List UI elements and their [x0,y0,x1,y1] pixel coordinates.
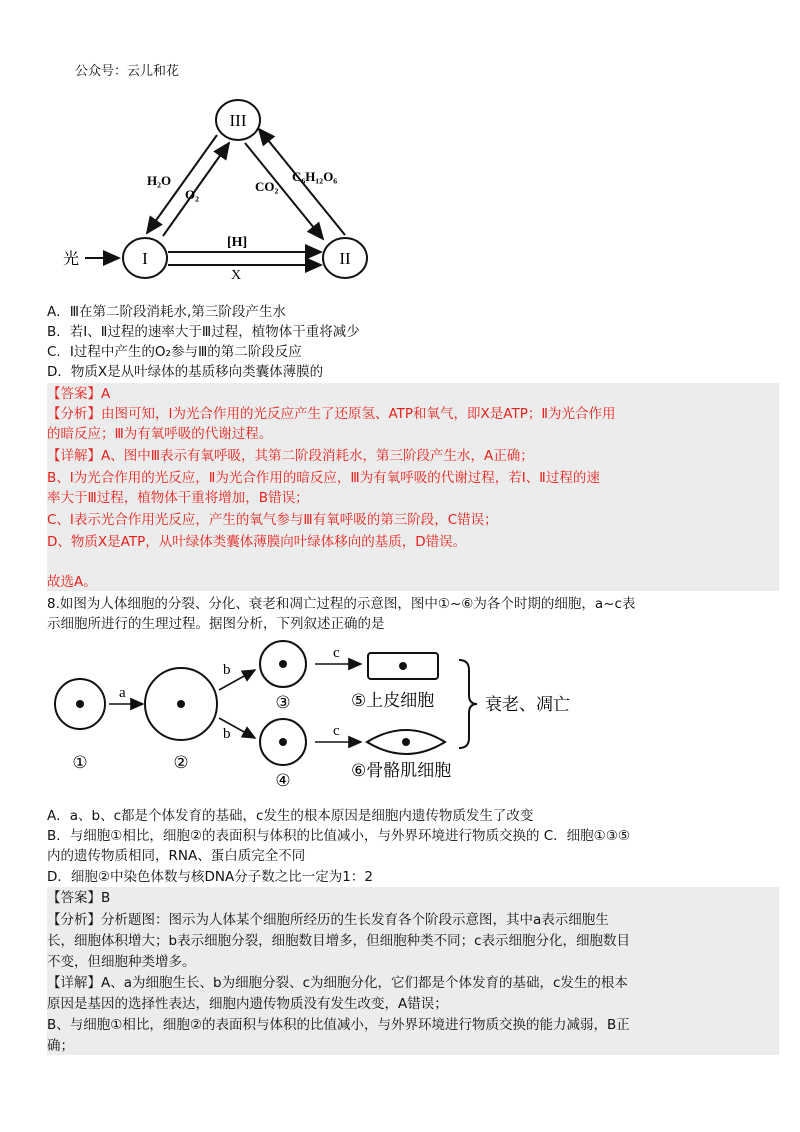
watermark-text: 公众号：云儿和花 [75,64,180,79]
label-c-up: c [333,645,340,661]
label-light: 光 [63,249,80,268]
cell-6-nucleus [402,738,410,746]
q8-option-a: A．a、b、c都是个体发育的基础，c发生的根本原因是细胞内遗传物质发生了改变 [47,808,534,824]
label-b-up: b [223,662,231,678]
q8-detail-line-1: 【详解】A、a为细胞生长、b为细胞分裂、c为细胞分化，它们都是个体发育的基础，c发生的根本 [47,975,628,991]
q8-stem-line-2: 示细胞所进行的生理过程。据图分析，下列叙述正确的是 [47,616,385,632]
q7-option-c: C．Ⅰ过程中产生的O₂参与Ⅲ的第二阶段反应 [47,344,302,360]
fate-label: 衰老、凋亡 [485,695,570,715]
q8-analysis-line-1: 【分析】分析题图：图示为人体某个细胞所经历的生长发育各个阶段示意图，其中a表示细胞生 [47,912,609,928]
q7-detail-line-1: 【详解】A、图中Ⅲ表示有氧呼吸，其第二阶段消耗水，第三阶段产生水，A正确； [47,448,534,464]
node-II-label: II [339,249,351,268]
cell-5-label: ⑤上皮细胞 [351,691,435,711]
label-x: X [231,268,242,283]
q8-answer: 【答案】B [47,890,111,906]
label-h: [H] [227,235,248,250]
cell-1-number: ① [72,753,88,772]
q7-detail-line-2: B、Ⅰ为光合作用的光反应，Ⅱ为光合作用的暗反应，Ⅲ为有氧呼吸的代谢过程，若Ⅰ、Ⅱ过程的速 [47,470,600,486]
q8-detail-line-2: 原因是基因的选择性表达，细胞内遗传物质没有发生改变，A错误； [47,996,448,1012]
cell-1-nucleus [76,700,84,708]
label-b-down: b [223,726,231,742]
cell-6-label: ⑥骨骼肌细胞 [351,761,452,781]
node-I-label: I [142,249,148,268]
q7-detail-line-3: 率大于Ⅲ过程，植物体干重将增加，B错误； [47,490,309,506]
q7-option-b: B．若Ⅰ、Ⅱ过程的速率大于Ⅲ过程，植物体干重将减少 [47,324,360,340]
q8-detail-line-4: 确； [47,1038,74,1054]
cell-2-nucleus [177,700,185,708]
q8-option-b: B．与细胞①相比，细胞②的表面积与体积的比值减小，与外界环境进行物质交换的 C．细胞①③⑤ [47,828,630,844]
q7-option-d: D．物质X是从叶绿体的基质移向类囊体薄膜的 [47,364,324,380]
cell-5-nucleus [399,662,407,670]
brace [459,660,477,748]
cell-4-number: ④ [275,771,291,790]
q7-detail-line-5: D、物质X是ATP，从叶绿体类囊体薄膜向叶绿体移向的基质，D错误。 [47,534,467,550]
q8-option-c-cont: 内的遗传物质相同，RNA、蛋白质完全不同 [47,848,306,864]
q8-analysis-line-3: 不变，但细胞种类增多。 [47,954,196,970]
cell-process-diagram [45,640,625,790]
metabolism-diagram [55,95,385,285]
label-co2: CO₂ [255,179,279,194]
label-h2o: H₂O [147,173,172,188]
q7-analysis-line-2: 的暗反应；Ⅲ为有氧呼吸的代谢过程。 [47,426,273,442]
q7-conclusion: 故选A。 [47,574,97,590]
cell-3-nucleus [279,660,287,668]
cell-3-number: ③ [275,693,291,712]
cell-4-nucleus [279,738,287,746]
label-c-down: c [333,723,340,739]
q8-analysis-line-2: 长，细胞体积增大；b表示细胞分裂，细胞数目增多，但细胞种类不同；c表示细胞分化，细胞数目 [47,933,630,949]
node-III-label: III [229,111,247,130]
cell-2-number: ② [173,753,189,772]
label-glucose: C₆H₁₂O₆ [292,169,338,184]
q7-answer: 【答案】A [47,386,111,402]
label-o2: O₂ [185,187,200,202]
q8-option-d: D．细胞②中染色体数与核DNA分子数之比一定为1：2 [47,869,373,885]
q7-detail-line-4: C、Ⅰ表示光合作用光反应，产生的氧气参与Ⅲ有氧呼吸的第三阶段，C错误； [47,512,498,528]
label-a: a [119,685,126,701]
q7-option-a: A．Ⅲ在第二阶段消耗水,第三阶段产生水 [47,304,286,320]
q8-detail-line-3: B、与细胞①相比，细胞②的表面积与体积的比值减小，与外界环境进行物质交换的能力减弱，B正 [47,1017,630,1033]
q8-stem-line-1: 8.如图为人体细胞的分裂、分化、衰老和凋亡过程的示意图，图中①~⑥为各个时期的细胞，a~c表 [47,596,636,612]
q7-analysis-line-1: 【分析】由图可知，Ⅰ为光合作用的光反应产生了还原氢、ATP和氧气，即X是ATP；Ⅱ为光合作用 [47,406,616,422]
